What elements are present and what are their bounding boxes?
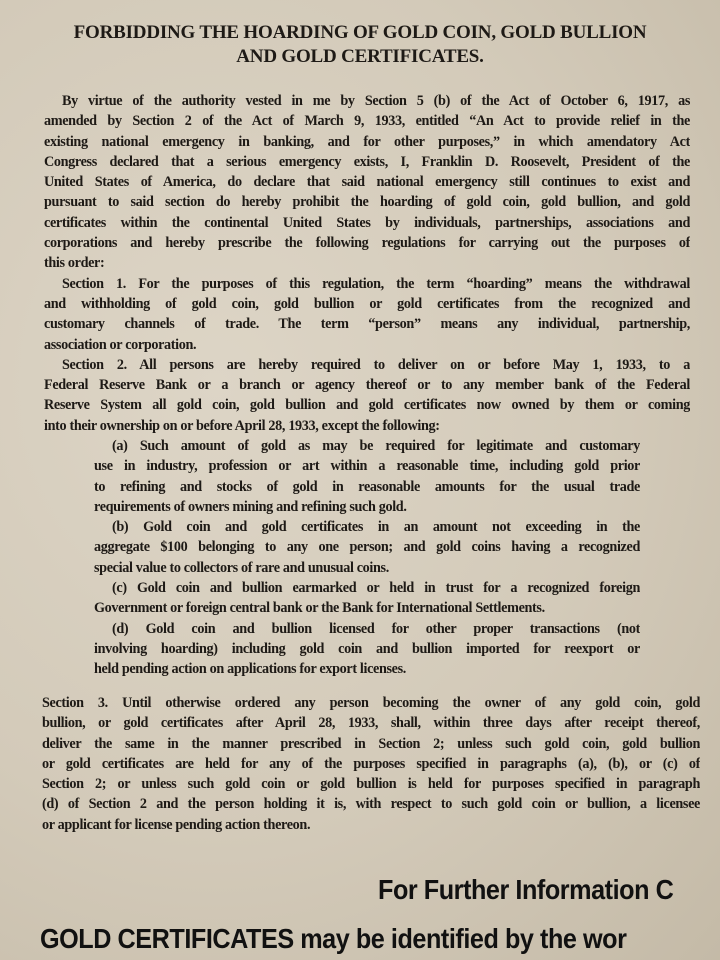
text-line: certificates within the continental United States by individuals, partnerships, associations and — [44, 214, 690, 231]
text-line: and withholding of gold coin, gold bullion or gold certificates from the recognized and — [44, 295, 690, 312]
text-line: special value to collectors of rare and unusual coins. — [94, 559, 389, 576]
document-title-line-2: AND GOLD CERTIFICATES. — [236, 46, 484, 67]
text-line: deliver the same in the manner prescribed in Section 2; unless such gold coin, gold bullion — [42, 735, 700, 752]
text-line: By virtue of the authority vested in me by Section 5 (b) of the Act of October 6, 1917, as — [62, 93, 690, 109]
text-line: (c) Gold coin and bullion earmarked or held in trust for a recognized foreign — [112, 580, 640, 597]
section-3 — [42, 693, 700, 835]
text-line: existing national emergency in banking, and for other purposes,” in which amendatory Act — [44, 133, 690, 150]
text-line: (b) Gold coin and gold certificates in an amount not exceeding in the — [112, 519, 640, 536]
text-line: use in industry, profession or art within a reasonable time, including gold prior — [94, 458, 640, 475]
text-line: requirements of owners mining and refining such gold. — [94, 498, 407, 515]
text-line: United States of America, do declare that said national emergency still continues to exist and — [44, 174, 690, 191]
text-line: or gold certificates are held for any of the purposes specified in paragraphs (a), (b), or (c) of — [42, 755, 700, 772]
gold-certificates-note: GOLD CERTIFICATES may be identified by the wor — [40, 923, 627, 954]
section-2-exceptions — [94, 436, 640, 680]
text-line: Government or foreign central bank or the Bank for International Settlements. — [94, 600, 545, 617]
text-line: pursuant to said section do hereby prohibit the hoarding of gold coin, gold bullion, and gold — [44, 194, 690, 211]
text-line: customary channels of trade. The term “person” means any individual, partnership, — [44, 316, 690, 333]
text-line: held pending action on applications for export licenses. — [94, 661, 406, 678]
text-line: bullion, or gold certificates after April 28, 1933, shall, within three days after receipt thereof, — [42, 715, 700, 732]
text-line: Federal Reserve Bank or a branch or agency thereof or to any member bank of the Federal — [44, 377, 690, 394]
text-line: or applicant for license pending action thereon. — [42, 816, 311, 833]
text-line: (d) Gold coin and bullion licensed for other proper transactions (not — [112, 620, 640, 637]
text-line: Section 2. All persons are hereby required to deliver on or before May 1, 1933, to a — [62, 356, 690, 373]
text-line: amended by Section 2 of the Act of March 9, 1933, entitled “An Act to provide relief in the — [44, 113, 690, 130]
further-information-heading: For Further Information C — [378, 874, 674, 905]
text-line: into their ownership on or before April 28, 1933, except the following: — [44, 417, 440, 434]
preamble-and-sections-1-2 — [44, 91, 690, 436]
text-line: association or corporation. — [44, 336, 197, 353]
text-line: Reserve System all gold coin, gold bullion and gold certificates now owned by them or coming — [44, 397, 690, 414]
text-line: to refining and stocks of gold in reasonable amounts for the usual trade — [94, 478, 640, 495]
document-title-line-1: FORBIDDING THE HOARDING OF GOLD COIN, GOLD BULLION — [73, 22, 647, 43]
text-line: aggregate $100 belonging to any one person; and gold coins having a recognized — [94, 539, 640, 556]
text-line: Section 3. Until otherwise ordered any person becoming the owner of any gold coin, gold — [42, 695, 700, 711]
text-line: Section 2; or unless such gold coin or gold bullion is held for purposes specified in paragraph — [42, 776, 700, 793]
text-line: Congress declared that a serious emergency exists, I, Franklin D. Roosevelt, President of the — [44, 153, 690, 170]
text-line: Section 1. For the purposes of this regulation, the term “hoarding” means the withdrawal — [62, 275, 690, 292]
text-line: (a) Such amount of gold as may be required for legitimate and customary — [112, 438, 640, 454]
text-line: corporations and hereby prescribe the following regulations for carrying out the purposes of — [44, 235, 690, 252]
text-line: this order: — [44, 255, 105, 272]
text-line: (d) of Section 2 and the person holding it is, with respect to such gold coin or bullion, a licensee — [42, 796, 700, 813]
text-line: involving hoarding) including gold coin and bullion imported for reexport or — [94, 640, 640, 657]
